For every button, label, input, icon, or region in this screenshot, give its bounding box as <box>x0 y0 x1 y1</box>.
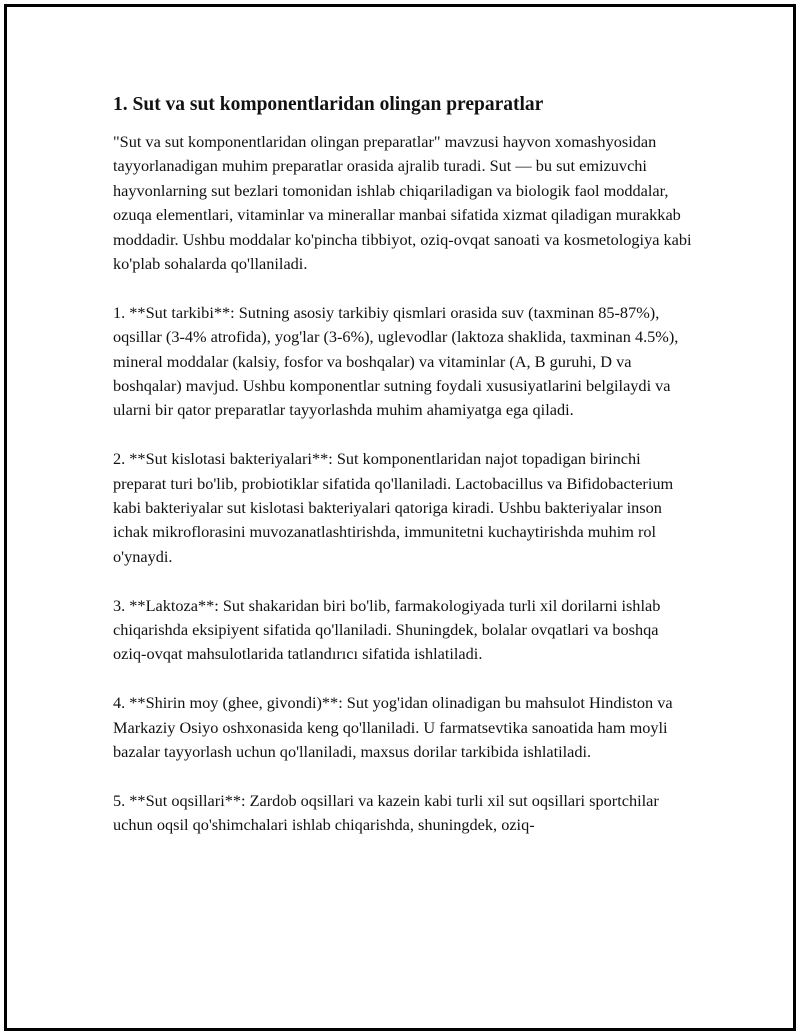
section-title: 1. Sut va sut komponentlaridan olingan preparatlar <box>113 94 544 115</box>
paragraph-milk-proteins: 5. **Sut oqsillari**: Zardob oqsillari va kazein kabi turli xil sut oqsillari sportchilar uchun oqsil qo'shimchalari ishlab chiqarishda, shuningdek, oziq- <box>113 790 659 835</box>
paragraph-ghee: 4. **Shirin moy (ghee, givondi)**: Sut yog'idan olinadigan bu mahsulot Hindiston va Markaziy Osiyo oshxonasida keng qo'llaniladi. U farmatsevtika sanoatida ham moyli bazalar tayyorlash uchun qo'llaniladi, maxsus dorilar tarkibida ishlatiladi. <box>113 693 673 762</box>
document-body <box>113 92 693 862</box>
paragraph-lactic-acid-bacteria: 2. **Sut kislotasi bakteriyalari**: Sut komponentlaridan najot topadigan birinchi preparat turi bo'lib, probiotiklar sifatida qo'llaniladi. Lactobacillus va Bifidobacterium kabi bakteriyalar sut kislotasi bakteriyalari qatoriga kiradi. Ushbu bakteriyalar inson ichak mikroflorasini muvozanatlashtirishda, immunitetni kuchaytirishda muhim rol o'ynaydi. <box>113 449 674 566</box>
intro-paragraph: "Sut va sut komponentlaridan olingan preparatlar" mavzusi hayvon xomashyosidan tayyorlanadigan muhim preparatlar orasida ajralib turadi. Sut — bu sut emizuvchi hayvonlarning sut bezlari tomonidan ishlab chiqariladigan va biologik faol moddalar, ozuqa elementlari, vitaminlar va minerallar manbai sifatida xizmat qiladigan murakkab moddadir. Ushbu moddalar ko'pincha tibbiyot, oziq-ovqat sanoati va kosmetologiya kabi ko'plab sohalarda qo'llaniladi. <box>113 132 692 274</box>
paragraph-lactose: 3. **Laktoza**: Sut shakaridan biri bo'lib, farmakologiyada turli xil dorilarni ishlab chiqarishda eksipiyent sifatida qo'llaniladi. Shuningdek, bolalar ovqatlari va boshqa oziq-ovqat mahsulotlarida tatlandırıcı sifatida ishlatiladi. <box>113 595 661 664</box>
paragraph-milk-composition: 1. **Sut tarkibi**: Sutning asosiy tarkibiy qismlari orasida suv (taxminan 85-87%), oqsillar (3-4% atrofida), yog'lar (3-6%), uglevodlar (laktoza shaklida, taxminan 4.5%), mineral moddalar (kalsiy, fosfor va boshqalar) va vitaminlar (A, B guruhi, D va boshqalar) mavjud. Ushbu komponentlar sutning foydali xususiyatlarini belgilaydi va ularni bir qator preparatlar tayyorlashda muhim ahamiyatga ega qiladi. <box>113 302 679 420</box>
